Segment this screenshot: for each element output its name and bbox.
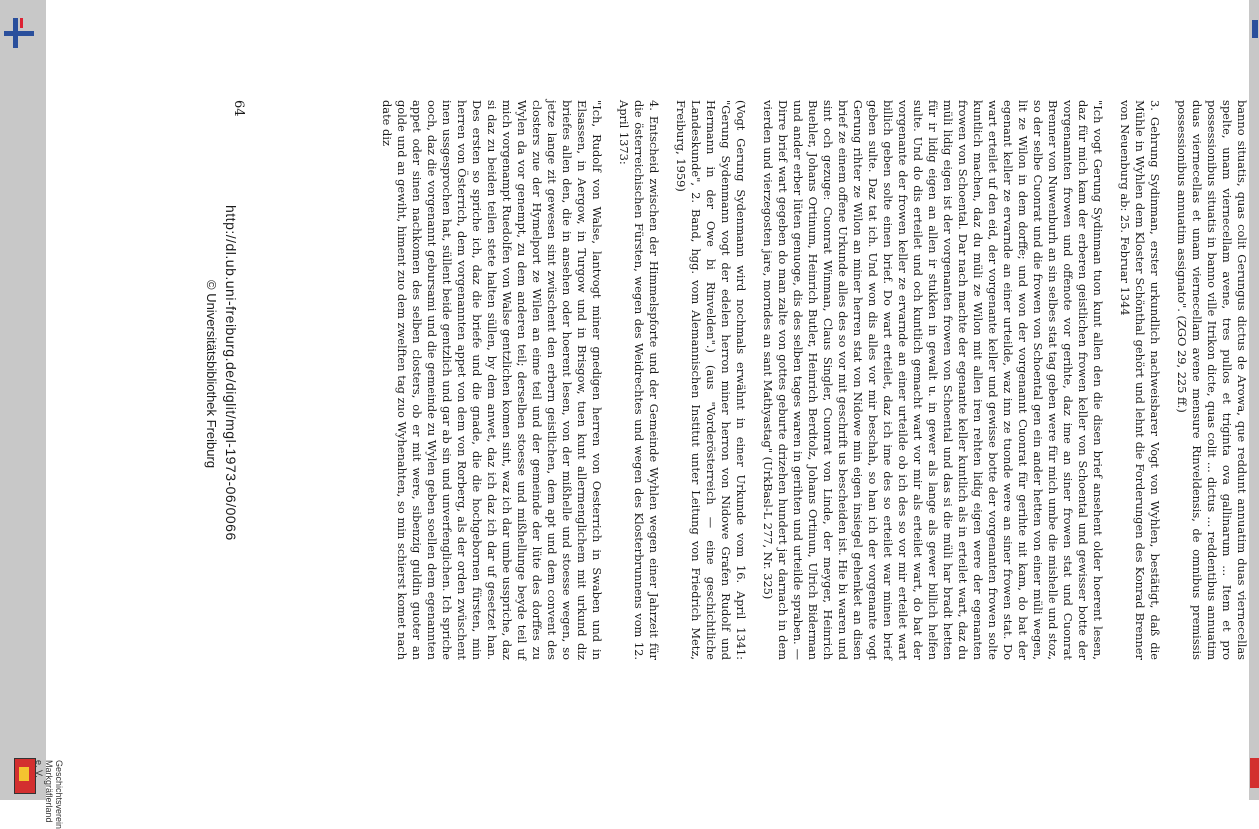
paragraph-latin: banno situatis, quas colit Gerungus dictus de Arowa, que reddunt annuatim duas viernecellas spelte, unam viernecellam avene, tres pullos et triginta ova gallinarum ... Item et pro possessionibus situatis in banno ville Itrikon dicte, quas colit ... dictus ... reddentibus annuatim duas viernecellas et unam viernecellam avene mensure Rinveldensis, de omnibus premissis possessionibus annuatim assignato". (ZGO 29, 225 ff.) — [1175, 100, 1249, 660]
library-logo-icon — [4, 18, 34, 48]
page-number: 64 — [231, 100, 246, 117]
right-crest-icon — [1250, 758, 1259, 788]
scanned-page — [46, 0, 1249, 800]
source-url: http://dl.ub.uni-freiburg.de/diglit/mgl-1973-06/0066 — [223, 205, 239, 541]
paragraph-charter-4: "Ich, Rudolf von Walse, lantvogt miner gnedigen herren von Oesterrich in Swaben und in Elsassen, in Aergow, in Turgow und in Brisgow, tuen kunt allermenglichem mit urkund diz briefes allen den, die in ansehen oder hoerent lesen, von der mißhelle und stoesse wegen, so jetze lange zit gewesen sint zwüschent den erbern geistlichen, dem apt und dem convent des closters zue der Hymelport ze Wilen an eime teil und der gemeinde der lüte des dorffes zu Wylen da vor genempt, zu dem anderen teil; derselben stoesse und mißhellunge beyde teil uf mich vorgenampt Ruedolfen von Walse gentzlichen komen sint, waz ich dar umbe usspriche, daz si daz zu beiden teilen stete halten süllen, by dem anwet, daz ich daz ich dar uf gesetzet han. Des ersten so spriche ich, daz die briefe und die gnade, die die hochgebornen fürsten, min herren von Österrich, dem vorgenannten appet von dem von Rorberg, als der orden zwüschent inen ussgesprochen hat, süllent beide gentzlich und gar ab sin und unverfenglichen. Ich spriche ooch, daz die vorgenannt gebursami und die gemeinde zu Wylen geben soellen dem egenannten appet oder sinen nachkomen des selben closters, ob er mit were, sibenzig guldin guoter an golde und an gewiht, himent zuo dem zwelften tag zuo Wyhenahten, so min schierst komet nach date diz — [380, 100, 604, 660]
paragraph-heading-4: 4. Entscheid zwischen der Himmelspforte und der Gemeinde Wyhlen wegen einer Jahrzeit für die österreichischen Fürsten, wegen des Weidrechtes und wegen des Klosterbrunnens vom 12. April 1373: — [617, 100, 661, 660]
paragraph-heading-3: 3. Gehrung Sydinman, erster urkundlich nachweisbarer Vogt von Wyhlen, bestätigt, daß die Mühle in Wyhlen dem Kloster Schönthal gehört und lehnt die Forderungen des Konrad Brenner von Neuenburg ab: 25. Februar 1344 — [1118, 100, 1162, 660]
viewer-right-bar — [1249, 0, 1259, 800]
right-logo-icon — [1252, 20, 1258, 38]
paragraph-charter-3: "Ich vogt Gerung Sydinman tuon kunt allen den die disen brief ansehent older hoerent lesen, daz für mich kam der erberen geistlichen frowen keller von Schoental und gewisser botte der vorgenannten frowen und offenote vor gerihte, daz ime an siner frowen stat und Cuonrat Brenner von Nuwenburh an sin selbes stat tag geben were für mich umbe die mishelle und stoz, so der selbe Cuonrat und die frowen von Schoental gen ein ander hetten von einer müli wegen, lit ze Wilon in dem dorffe; und won der vorgenannt Cuonrat für gerihte nit kam, do bat der egenant keller ze ervarnde an einer urteilde, waz inn ze tuonde were an siner frowen stat. Do wart erteilet uf den eid, der vorgenante keller und gewisse botte der vorgenanten frowen solte kuntlich machen, daz du müli ze Wilon mit allen iren rehten lidig eigen were der egenanten frowen von Schoental. Dar nach machte der egenante keller kuntlich als in erteilet wart, daz du müli lidig eigen ist der vorgenanten frowen von Schoental und das si die müli har bradt hetten für ir lidig eigen an allen ir stukken in gewalt u. in gewer als lange als gewer billich helfen sulte. Und do dis erteilet und och kuntlich gemacht wart vor mir als erteilet wart, do bat der vorgenante der frowen keller ze ervarnde an einer urteilde ob ich des so vor mir erteilet wart billich geben solte einen brief. Do wart erteilet, daz ich ime des so erteilet war minen brief geben sulte. Daz tat ich. Und won dis alles vor mir beschah, so han ich der vorgenante vogt Gerung rihter ze Wilon an miner herren stat von Nidowe min eigen insiegel gehenket an disen brief ze einem offene Urkunde alles des so vor mit geschrift us bescheiden ist. Hie bi waren und sint och gezuge: Cuonrat Winman, Claus Singler, Cuonrat von Linde, der meyger, Heinrich Buehler, Johans Ortinum, Heinrich Butler, Heinrich Berdtolz, Johans Ortinun, Ulrich Biderman und ander erber lüten genuoge, dis des selben tages waren in gerihten und urteilde spraben. — Dirre brief wart gegeben do man zalte von gottes geburte drizehen hundert jar darnach in dem vierden und vierzegosten jare, morndes an sant Mathyastag" (UrkBasl-L 277, Nr. 325) — [761, 100, 1105, 660]
copyright-notice: © Universitätsbibliothek Freiburg — [204, 280, 219, 469]
society-crest-icon — [14, 758, 36, 794]
rotated-page-content — [46, 0, 1249, 800]
viewer-left-bar — [0, 0, 46, 800]
page-text — [249, 100, 1249, 660]
crest-label: Geschichtsverein Markgräflerland e. V. — [34, 760, 64, 829]
paragraph-note: (Vogt Gerung Sydenmann wird nochmals erwähnt in einer Urkunde vom 16. April 1341: "Gerung Sydenmann vogt der edelen herron miner herron von Nidowe Grafen Rudolf und Hermann in der Owe bi Rinvelden".) (aus "Vorderösterreich — eine geschichtliche Landeskunde", 2. Band, hgg. vom Alemannischen Institut unter Leitung von Friedrich Metz, Freiburg, 1959) — [674, 100, 748, 660]
